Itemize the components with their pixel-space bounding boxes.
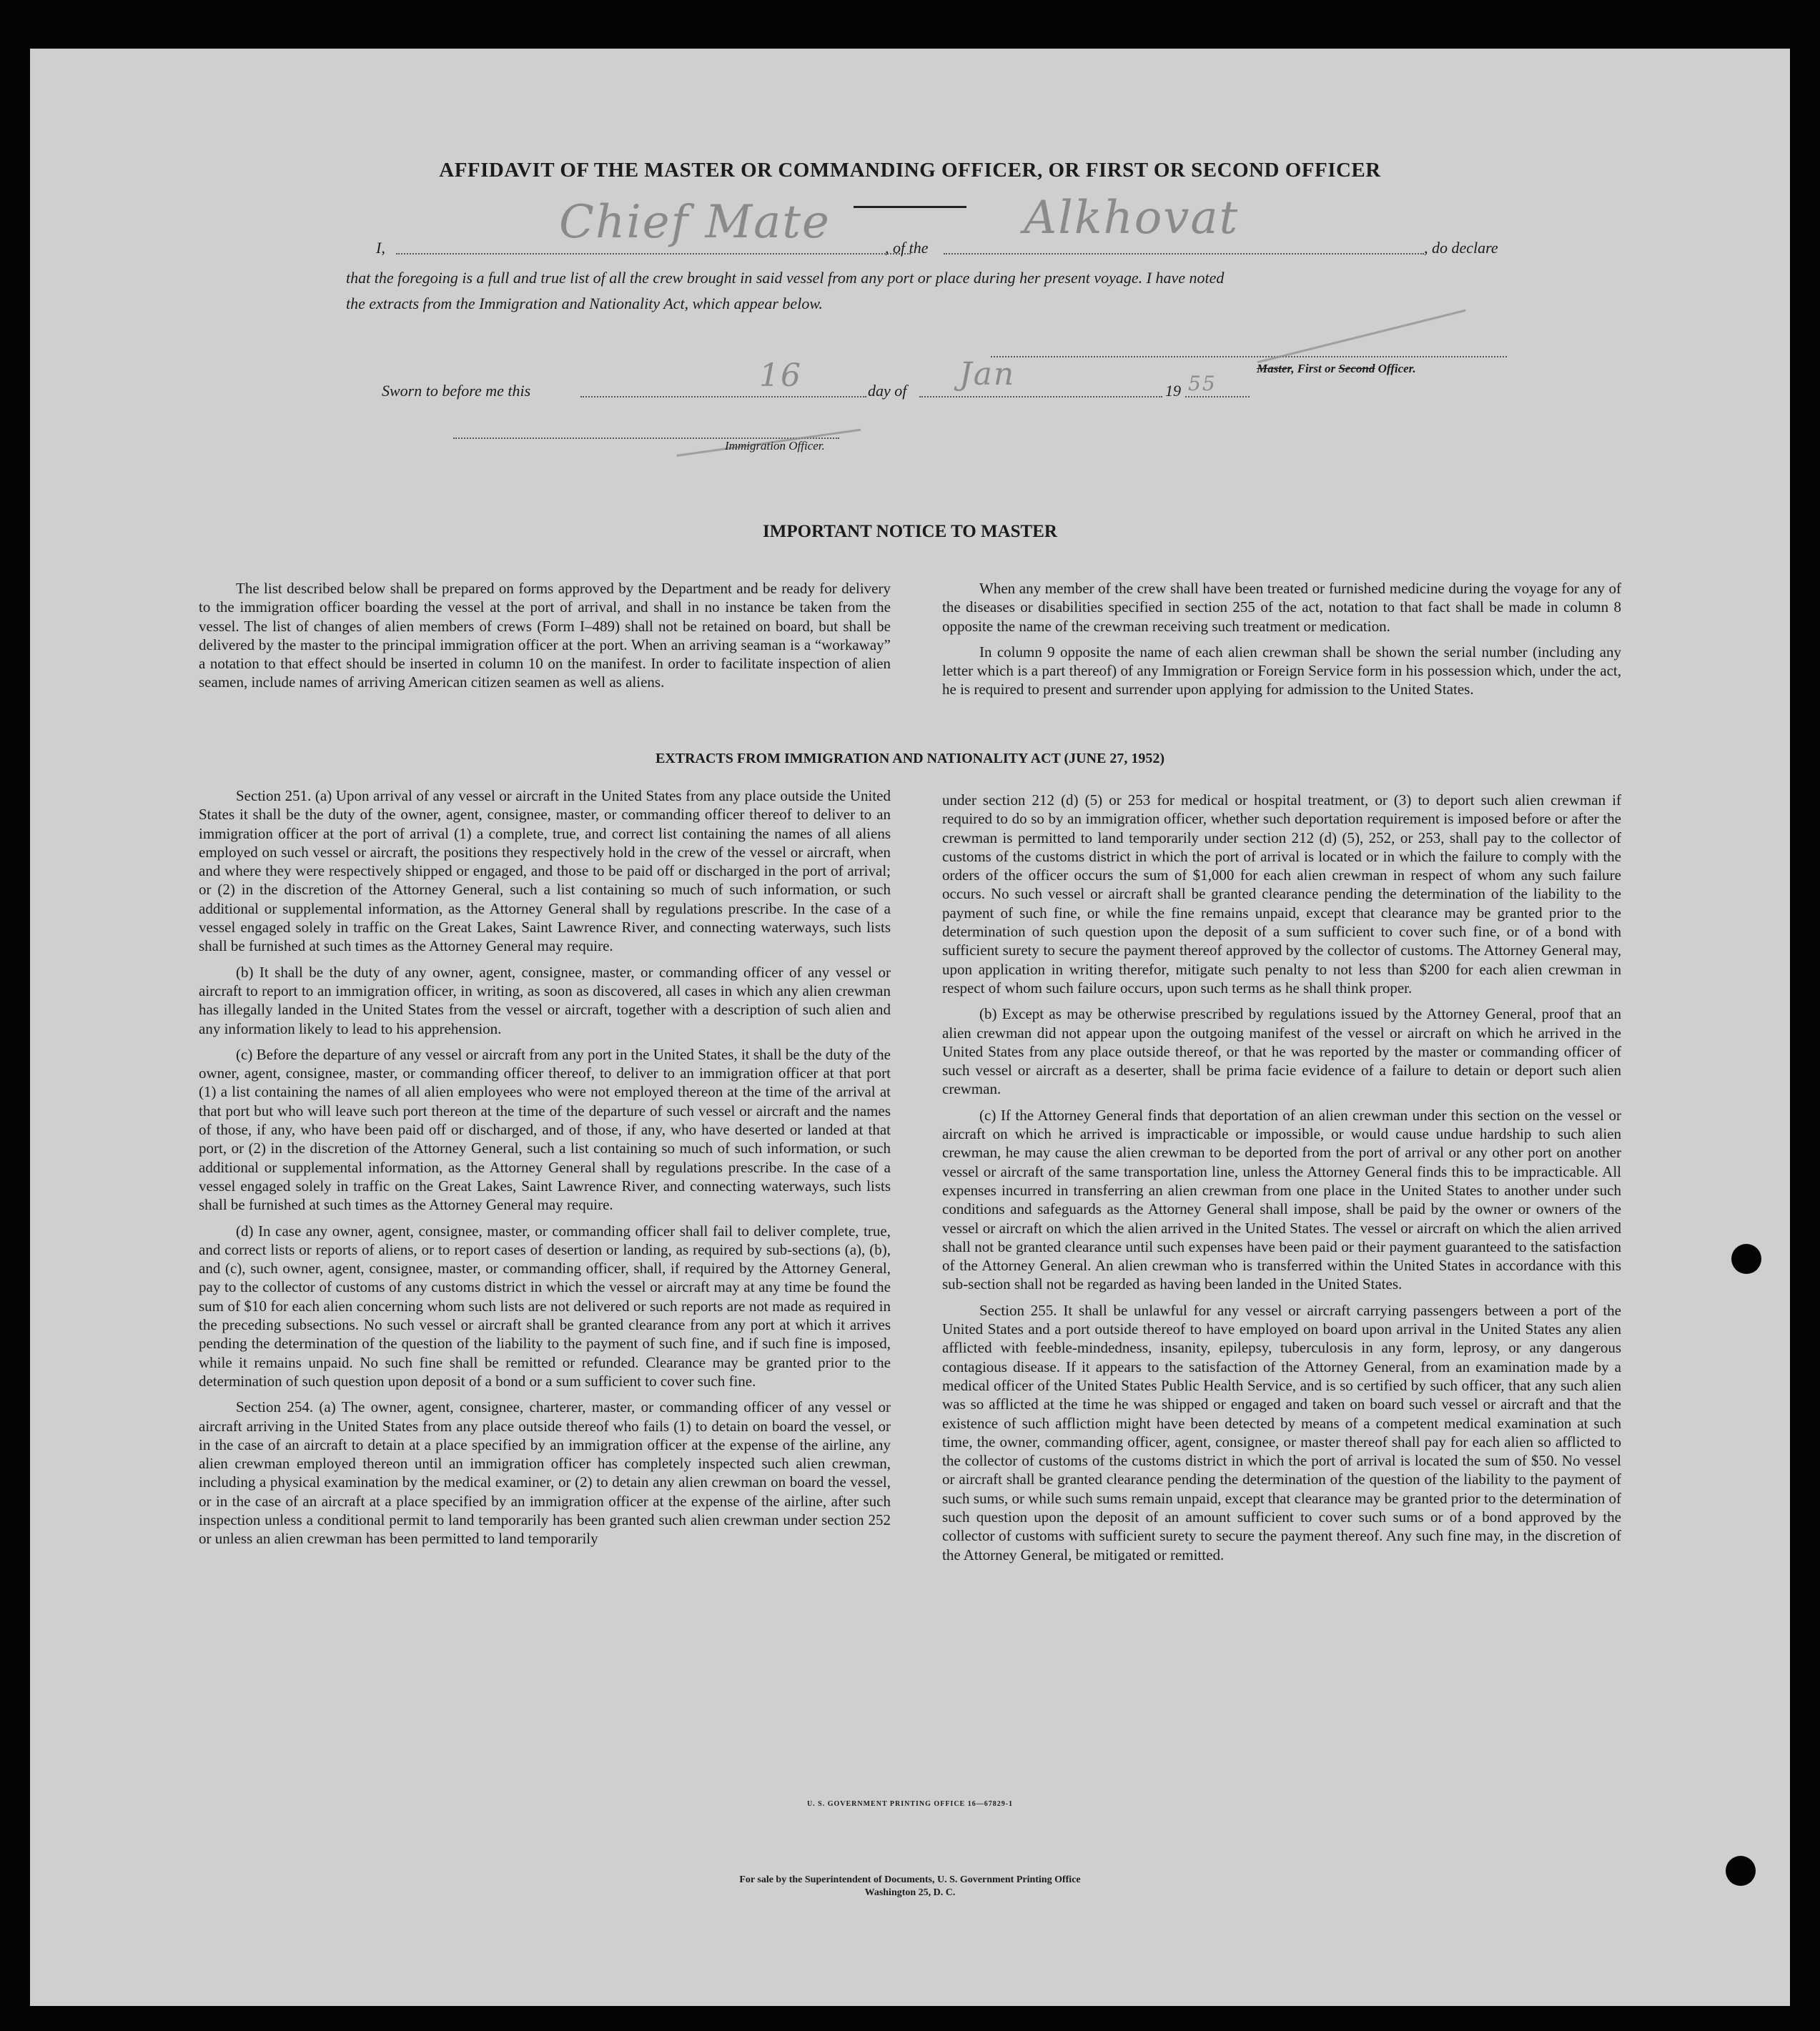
handwritten-name: Chief Mate (559, 196, 831, 249)
sale-line-2: Washington 25, D. C. (864, 1887, 956, 1898)
affidavit-line1-suffix: , do declare (1424, 239, 1498, 257)
section-255: Section 255. It shall be unlawful for any vessel or aircraft carrying passengers between a port of the United States and a port outside thereof to have employed on board upon arrival in the United States any alien afflicted with feeble-mindedness, insanity, epilepsy, tuberculosis in any form, leprosy, or any dangerous contagious disease. If it appears to the satisfaction of the Attorney General, from an examination made by a medical officer of the United States Public Health Service, and is so certified by such officer, that any such alien was so afflicted at the time he was shipped or engaged and taken on board such vessel or aircraft and that the existence of such affliction might have been detected by means of a competent medical examination at such time, the owner, commanding officer, agent, consignee, or master thereof shall pay for each alien so afflicted to the collector of customs of the customs district in which the port of arrival is located the sum of $50. No vessel or aircraft shall be granted clearance pending the determination of the question of the liability to the payment of such sums, or while such sums remain unpaid, except that clearance may be granted prior to the determination of such question upon the deposit of an amount sufficient to cover such sums or of a bond approved by the collector of customs with sufficient surety to secure the payment thereof. Any such fine may, in the discretion of the Attorney General, be mitigated or remitted. (942, 1301, 1621, 1563)
handwritten-month: Jan (959, 356, 1016, 392)
notice-right-paragraph-2: In column 9 opposite the name of each alien crewman shall be shown the serial number (including any letter which is a part thereof) of any Immigration or Foreign Service form in his possession which, under the act, he is required to present and surrender upon applying for admission to the United States. (942, 643, 1621, 698)
affidavit-line1-middle: , of the (885, 239, 929, 257)
handwritten-year: 55 (1188, 372, 1217, 395)
extracts-left-column (199, 786, 891, 1556)
extracts-title: EXTRACTS FROM IMMIGRATION AND NATIONALITY ACT (JUNE 27, 1952) (655, 751, 1165, 766)
sworn-year-blank (1185, 396, 1250, 397)
section-251-c: (c) Before the departure of any vessel or aircraft from any port in the United States, it shall be the duty of the owner, agent, consignee, master, or commanding officer thereof, to deliver to an immigration officer at that port (1) a list containing the names of all alien employees who were not employed thereon at the time of the arrival at that port but who will leave such port thereon at the time of the departure of such vessel or aircraft and the names of those, if any, who have been paid off or discharged, and of those, if any, who have deserted or landed at that port, or (2) in the discretion of the Attorney General, such a list containing so much of such information, or such additional or supplemental information, as the Attorney General shall by regulations prescribe. In the case of a vessel engaged solely in traffic on the Great Lakes, Saint Lawrence River, and connecting waterways, such lists shall be furnished at such times as the Attorney General may require. (199, 1045, 891, 1214)
printing-office-line: U. S. GOVERNMENT PRINTING OFFICE 16—67829-1 (806, 1800, 1014, 1808)
affidavit-line3: the extracts from the Immigration and Nationality Act, which appear below. (346, 295, 823, 312)
officer-label-second: Second (1338, 362, 1375, 375)
officer-label-master: Master (1257, 362, 1292, 375)
officer-label (1257, 362, 1416, 376)
notice-title: IMPORTANT NOTICE TO MASTER (763, 522, 1057, 541)
sworn-day-label: day of (868, 382, 907, 400)
title-rule (854, 206, 966, 208)
notice-left-column (199, 579, 891, 699)
immigration-officer-label: Immigration Officer. (725, 439, 825, 453)
sworn-year-label: 19 (1165, 382, 1181, 400)
notice-left-paragraph: The list described below shall be prepared on forms approved by the Department and be ready for delivery to the immigration officer boarding the vessel at the port of arrival, and shall in no instance be taken from the vessel. The list of changes of alien members of crews (Form I–489) shall not be retained on board, but shall be delivered by the master to the principal immigration officer at the port. When an arriving seaman is a “workaway” a notation to that effect should be inserted in column 10 on the manifest. In order to facilitate inspection of alien seamen, include names of arriving American citizen seamen as well as aliens. (199, 580, 891, 691)
handwritten-vessel: Alkhovat (1024, 192, 1240, 244)
section-254-a: Section 254. (a) The owner, agent, consignee, charterer, master, or commanding officer of any vessel or aircraft arriving in the United States from any place outside thereof who fails (1) to detain on board the vessel, or in the case of an aircraft to detain at a place specified by an immigration officer at the expense of the airline, any alien crewman employed thereon until an immigration officer has completely inspected such alien crewman, including a physical examination by the medical examiner, or (2) to detain any alien crewman on board the vessel, or in the case of an aircraft at a place specified by an immigration officer at the expense of the airline, after such inspection unless a conditional permit to land temporarily has been granted such alien crewman under section 252 or unless an alien crewman has been permitted to land temporarily (199, 1398, 891, 1548)
handwritten-day: 16 (759, 357, 802, 394)
form-sheet (30, 49, 1790, 2006)
vessel-blank (944, 253, 1424, 255)
section-254-c: (c) If the Attorney General finds that deportation of an alien crewman under this section on the vessel or aircraft on which he arrived is impracticable or impossible, or would cause undue hardship to such alien crewman, he may cause the alien crewman to be deported from the port of arrival or any other port on another vessel or aircraft of the same transportation line, unless the Attorney General finds this to be impracticable. All expenses incurred in transferring an alien crewman from one place in the United States to another under such conditions and safeguards as the Attorney General shall impose, shall be paid by the owner or owners of the vessel or aircraft on which the alien arrived in the United States. The vessel or aircraft on which the alien arrived shall not be granted clearance until such expenses have been paid or their payment guaranteed to the satisfaction of the Attorney General. An alien crewman who is transferred within the United States in accordance with this sub-section shall not be regarded as having been landed in the United States. (942, 1106, 1621, 1293)
punch-hole (1731, 1244, 1761, 1274)
affidavit-line1-prefix: I, (376, 239, 385, 257)
section-251-a: Section 251. (a) Upon arrival of any vessel or aircraft in the United States from any place outside the United States it shall be the duty of the owner, agent, consignee, master, or commanding officer thereof to deliver to an immigration officer at the port of arrival (1) a complete, true, and correct list containing the names of all aliens employed on such vessel or aircraft, the positions they respectively hold in the crew of the vessel or aircraft, when and where they were respectively shipped or engaged, and those to be paid off or discharged in the port of arrival; or (2) in the discretion of the Attorney General, such a list containing so much of such information, or such additional or supplemental information, as the Attorney General shall by regulations prescribe. In the case of a vessel engaged solely in traffic on the Great Lakes, Saint Lawrence River, and connecting waterways, such lists shall be furnished at such times as the Attorney General may require. (199, 787, 891, 955)
notice-right-column (942, 579, 1621, 706)
section-254-a-continued: under section 212 (d) (5) or 253 for medical or hospital treatment, or (3) to deport such alien crewman if required to do so by an immigration officer, whether such deportation requirement is imposed before or after the crewman is permitted to land temporarily under section 212 (d) (5), 252, or 253, shall pay to the collector of customs of the customs district in which the port of arrival is located or in which the failure to comply with the orders of the officer occurs the sum of $1,000 for each alien crewman in respect of whom any such failure occurs. No such vessel or aircraft shall be granted clearance pending the determination of the liability to the payment of such fine, or while the fine remains unpaid, except that clearance may be granted prior to the determination of such question upon the deposit of a sum sufficient to cover such fine, or of a bond with sufficient surety to secure the payment thereof approved by the collector of customs. The Attorney General may, upon application in writing therefor, mitigate such penalty to not less than $200 for each alien crewman in respect of whom such failure occurs, upon such terms as he shall think proper. (942, 791, 1621, 997)
name-blank (396, 253, 911, 255)
sale-line-1: For sale by the Superintendent of Documents, U. S. Government Printing Office (739, 1874, 1081, 1885)
officer-label-first: , First or (1291, 362, 1336, 375)
officer-signature (1257, 310, 1476, 405)
section-254-b: (b) Except as may be otherwise prescribed by regulations issued by the Attorney General, proof that an alien crewman did not appear upon the outgoing manifest of the vessel or aircraft on which he arrived in the United States from any place outside thereof, or that he was reported by the master or commanding officer of such vessel or aircraft as a deserter, shall be prima facie evidence of a failure to detain or deport such alien crewman. (942, 1005, 1621, 1098)
sworn-prefix: Sworn to before me this (382, 382, 531, 400)
extracts-right-column (942, 791, 1621, 1571)
section-251-d: (d) In case any owner, agent, consignee, master, or commanding officer shall fail to deliver complete, true, and correct lists or reports of aliens, or to report cases of desertion or landing, as required by sub-sections (a), (b), and (c), such owner, agent, consignee, master, or commanding officer, shall, if required by the Attorney General, pay to the collector of customs of any customs district in which the vessel or aircraft may at any time be found the sum of $10 for each alien concerning whom such lists are not delivered or such reports are not made as required in the preceding subsections. No such vessel or aircraft shall be granted clearance from any port at which it arrives pending the determination of the question of the liability to the payment of such fine, and if such fine is imposed, while it remains unpaid. No such fine shall be remitted or refunded. Clearance may be granted prior to the determination of such question upon deposit of a bond or a sum sufficient to cover such fine. (199, 1222, 891, 1390)
officer-label-end: Officer. (1378, 362, 1416, 375)
sworn-month-blank (919, 396, 1162, 397)
affidavit-title: AFFIDAVIT OF THE MASTER OR COMMANDING OFFICER, OR FIRST OR SECOND OFFICER (439, 159, 1381, 182)
affidavit-line2: that the foregoing is a full and true list of all the crew brought in said vessel from any port or place during her present voyage. I have noted (346, 269, 1225, 287)
section-251-b: (b) It shall be the duty of any owner, agent, consignee, master, or commanding officer of any vessel or aircraft to report to an immigration officer, in writing, as soon as discovered, all cases in which any alien crewman has illegally landed in the United States from the vessel or aircraft, together with a description of such alien and any information likely to lead to his apprehension. (199, 963, 891, 1037)
notice-right-paragraph-1: When any member of the crew shall have been treated or furnished medicine during the voyage for any of the diseases or disabilities specified in section 255 of the act, notation to that fact shall be made in column 8 opposite the name of the crewman receiving such treatment or medication. (942, 580, 1621, 635)
punch-hole (1726, 1856, 1756, 1886)
